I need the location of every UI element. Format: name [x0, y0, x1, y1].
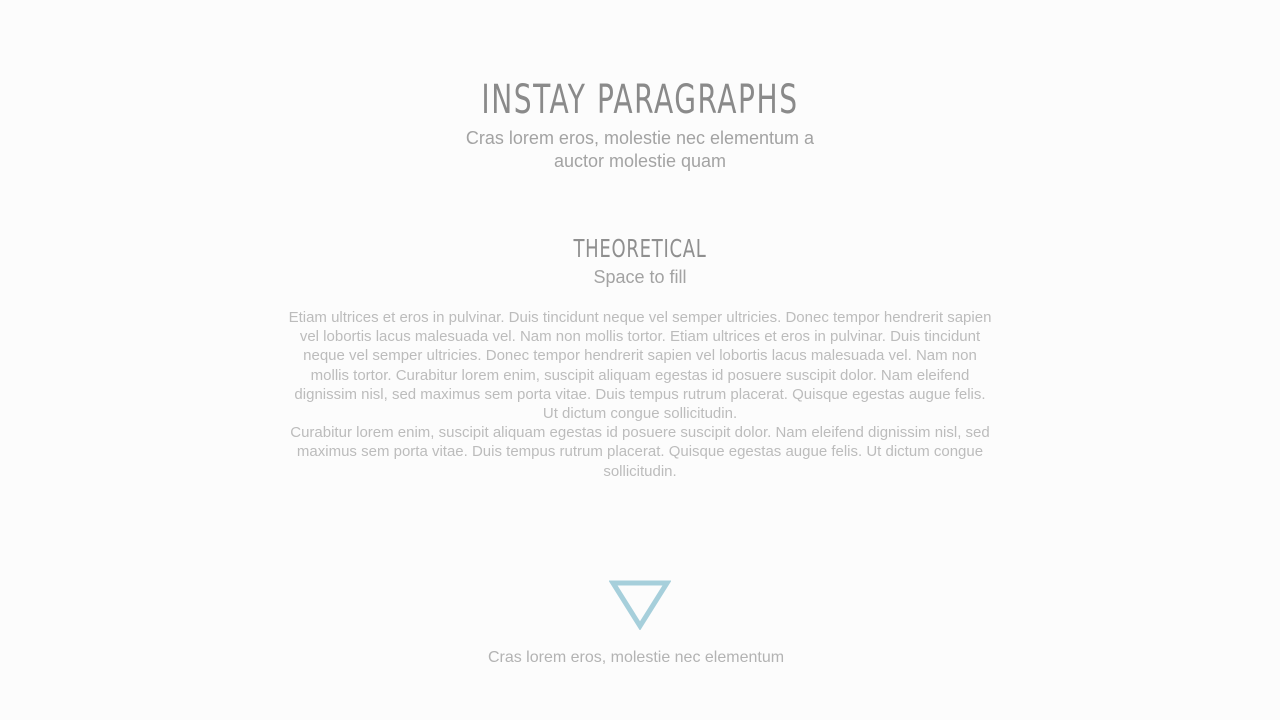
page-subtitle: Cras lorem eros, molestie nec elementum a auctor molestie quam — [465, 128, 815, 171]
section-subheading: Space to fill — [593, 267, 687, 287]
section-heading: THEORETICAL — [573, 234, 707, 263]
body-paragraph: Curabitur lorem enim, suscipit aliquam egestas id posuere suscipit dolor. Nam eleifend dignissim nisl, sed maximus sem porta vitae. Duis tempus rutrum placerat. Quisque egestas augue felis. Ut dictum congue sollicitudin. — [290, 424, 990, 480]
body-paragraph: Etiam ultrices et eros in pulvinar. Duis tincidunt neque vel semper ultricies. Donec tempor hendrerit sapien vel lobortis lacus malesuada vel. Nam non mollis tortor. Etiam ultrices et eros in pulvinar. Duis tincidunt neque vel semper ultricies. Donec tempor hendrerit sapien vel lobortis lacus malesuada vel. Nam non mollis tortor. Curabitur lorem enim, suscipit aliquam egestas id posuere suscipit dolor. Nam eleifend dignissim nisl, sed maximus sem porta vitae. Duis tempus rutrum placerat. Quisque egestas augue felis. Ut dictum congue sollicitudin. — [288, 309, 992, 423]
page-title: INSTAY PARAGRAPHS — [481, 77, 799, 123]
body-text — [288, 308, 992, 481]
down-triangle-icon — [609, 580, 671, 630]
footer-text: Cras lorem eros, molestie nec elementum — [487, 649, 785, 666]
